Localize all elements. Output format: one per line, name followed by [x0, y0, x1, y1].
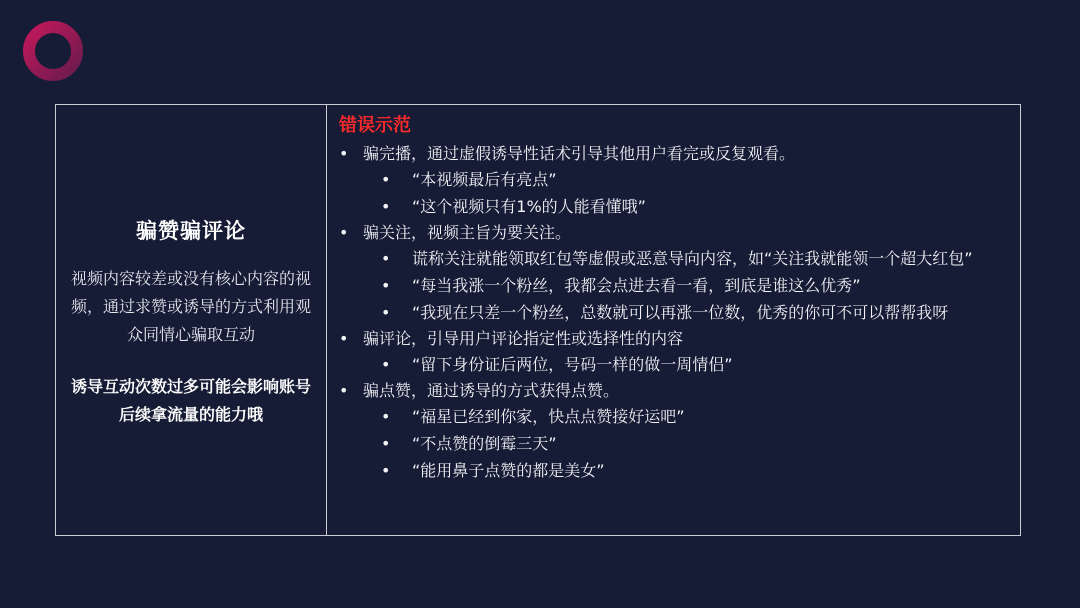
sub-list-item: • “福星已经到你家，快点点赞接好运吧”	[363, 403, 1008, 430]
content-table	[55, 104, 1021, 536]
sub-list	[339, 245, 1008, 326]
sub-list-item: • “本视频最后有亮点”	[363, 166, 1008, 193]
right-cell	[327, 105, 1020, 535]
bullet-list	[339, 141, 1008, 484]
left-description: 视频内容较差或没有核心内容的视频，通过求赞或诱导的方式利用观众同情心骗取互动	[70, 269, 311, 344]
section-title: 错误示范	[339, 115, 411, 136]
left-cell	[56, 105, 327, 535]
list-item: • 骗评论，引导用户评论指定性或选择性的内容	[339, 326, 1008, 351]
sub-list-item: • 谎称关注就能领取红包等虚假或恶意导向内容，如“关注我就能领一个超大红包”	[363, 245, 1008, 272]
sub-list	[339, 403, 1008, 484]
sub-list-item: • “留下身份证后两位，号码一样的做一周情侣”	[363, 351, 1008, 378]
left-title: 骗赞骗评论	[136, 219, 246, 243]
ring-logo-icon	[20, 18, 86, 84]
sub-list-item: • “这个视频只有1%的人能看懂哦”	[363, 193, 1008, 220]
list-item: • 骗完播，通过虚假诱导性话术引导其他用户看完或反复观看。	[339, 141, 1008, 166]
list-item: • 骗点赞，通过诱导的方式获得点赞。	[339, 378, 1008, 403]
sub-list-item: • “不点赞的倒霉三天”	[363, 430, 1008, 457]
sub-list-item: • “每当我涨一个粉丝，我都会点进去看一看，到底是谁这么优秀”	[363, 272, 1008, 299]
sub-list	[339, 351, 1008, 378]
sub-list-item: • “能用鼻子点赞的都是美女”	[363, 457, 1008, 484]
sub-list	[339, 166, 1008, 220]
left-note: 诱导互动次数过多可能会影响账号后续拿流量的能力哦	[70, 377, 311, 424]
list-item: • 骗关注，视频主旨为要关注。	[339, 220, 1008, 245]
sub-list-item: • “我现在只差一个粉丝，总数就可以再涨一位数，优秀的你可不可以帮帮我呀	[363, 299, 1008, 326]
